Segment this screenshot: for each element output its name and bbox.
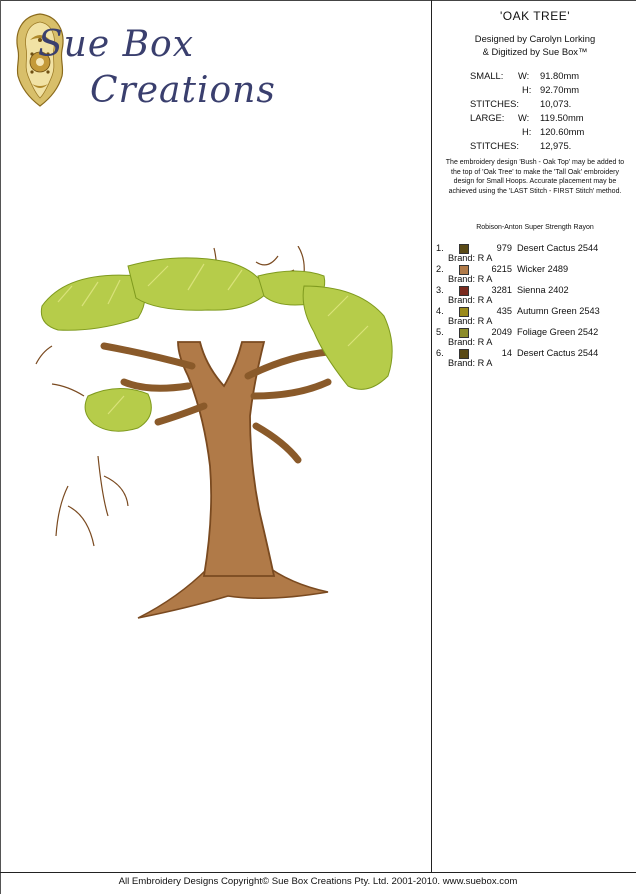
thread-color-code: 14 <box>501 348 512 358</box>
thread-color-code: 3281 <box>491 285 512 295</box>
column-divider <box>431 0 432 872</box>
thread-color-brand: Brand: R A <box>448 295 493 305</box>
large-width-label: W: <box>518 112 530 123</box>
thread-color-code: 2049 <box>491 327 512 337</box>
large-stitches-value: 12,975. <box>540 140 572 151</box>
sue-box-logo <box>10 8 276 118</box>
thread-color-name: Sienna 2402 <box>517 285 569 295</box>
large-size-label: LARGE: <box>470 112 505 123</box>
thread-color-item <box>436 264 634 284</box>
thread-color-number: 6. <box>436 348 444 358</box>
thread-color-name: Desert Cactus 2544 <box>517 348 599 358</box>
thread-color-code: 979 <box>496 243 512 253</box>
thread-color-item <box>436 327 634 347</box>
design-title: 'OAK TREE' <box>499 9 571 23</box>
thread-color-name: Wicker 2489 <box>517 264 569 274</box>
large-stitches-label: STITCHES: <box>470 140 519 151</box>
thread-color-code: 6215 <box>491 264 512 274</box>
designer-credit: Designed by Carolyn Lorking <box>474 33 596 44</box>
thread-color-name: Autumn Green 2543 <box>517 306 600 316</box>
thread-color-number: 5. <box>436 327 444 337</box>
thread-color-name: Desert Cactus 2544 <box>517 243 599 253</box>
oak-tree-illustration <box>28 246 428 630</box>
large-height-value: 120.60mm <box>540 126 585 137</box>
small-height-label: H: <box>522 84 532 95</box>
small-stitches-label: STITCHES: <box>470 98 519 109</box>
thread-color-number: 2. <box>436 264 444 274</box>
small-height-value: 92.70mm <box>540 84 580 95</box>
page-top-border <box>0 0 636 1</box>
large-width-value: 119.50mm <box>540 112 584 123</box>
thread-brand: Robison-Anton Super Strength Rayon <box>476 224 594 231</box>
thread-color-brand: Brand: R A <box>448 253 493 263</box>
thread-color-number: 3. <box>436 285 444 295</box>
large-height-label: H: <box>522 126 532 137</box>
thread-color-item <box>436 348 634 368</box>
small-width-label: W: <box>518 70 530 81</box>
logo-brand-line2: Creations <box>90 70 276 111</box>
thread-color-brand: Brand: R A <box>448 274 493 284</box>
footer-divider <box>0 872 636 873</box>
logo-brand-line1: Sue Box <box>38 24 195 65</box>
thread-color-number: 4. <box>436 306 444 316</box>
thread-color-brand: Brand: R A <box>448 358 493 368</box>
thread-color-number: 1. <box>436 243 444 253</box>
thread-color-code: 435 <box>496 306 512 316</box>
page-left-border <box>0 0 1 894</box>
small-stitches-value: 10,073. <box>540 98 572 109</box>
small-width-value: 91.80mm <box>540 70 580 81</box>
copyright-footer: All Embroidery Designs Copyright© Sue Box Creations Pty. Ltd. 2001-2010. www.suebox.com <box>118 876 518 887</box>
small-size-label: SMALL: <box>470 70 504 81</box>
thread-color-item <box>436 243 634 263</box>
digitizer-credit: & Digitized by Sue Box™ <box>482 46 588 57</box>
thread-color-brand: Brand: R A <box>448 337 493 347</box>
tree-trunk <box>178 342 274 576</box>
thread-color-brand: Brand: R A <box>448 316 493 326</box>
placement-note: The embroidery design 'Bush - Oak Top' may be added to the top of 'Oak Tree' to make the 'Tall Oak' embroidery design for Small Hoops. Accurate placement may be achieved using the 'LAST Stitch - FIRST Stitch' method. <box>445 159 625 195</box>
thread-color-item <box>436 285 634 305</box>
thread-color-item <box>436 306 634 326</box>
thread-color-name: Foliage Green 2542 <box>517 327 599 337</box>
